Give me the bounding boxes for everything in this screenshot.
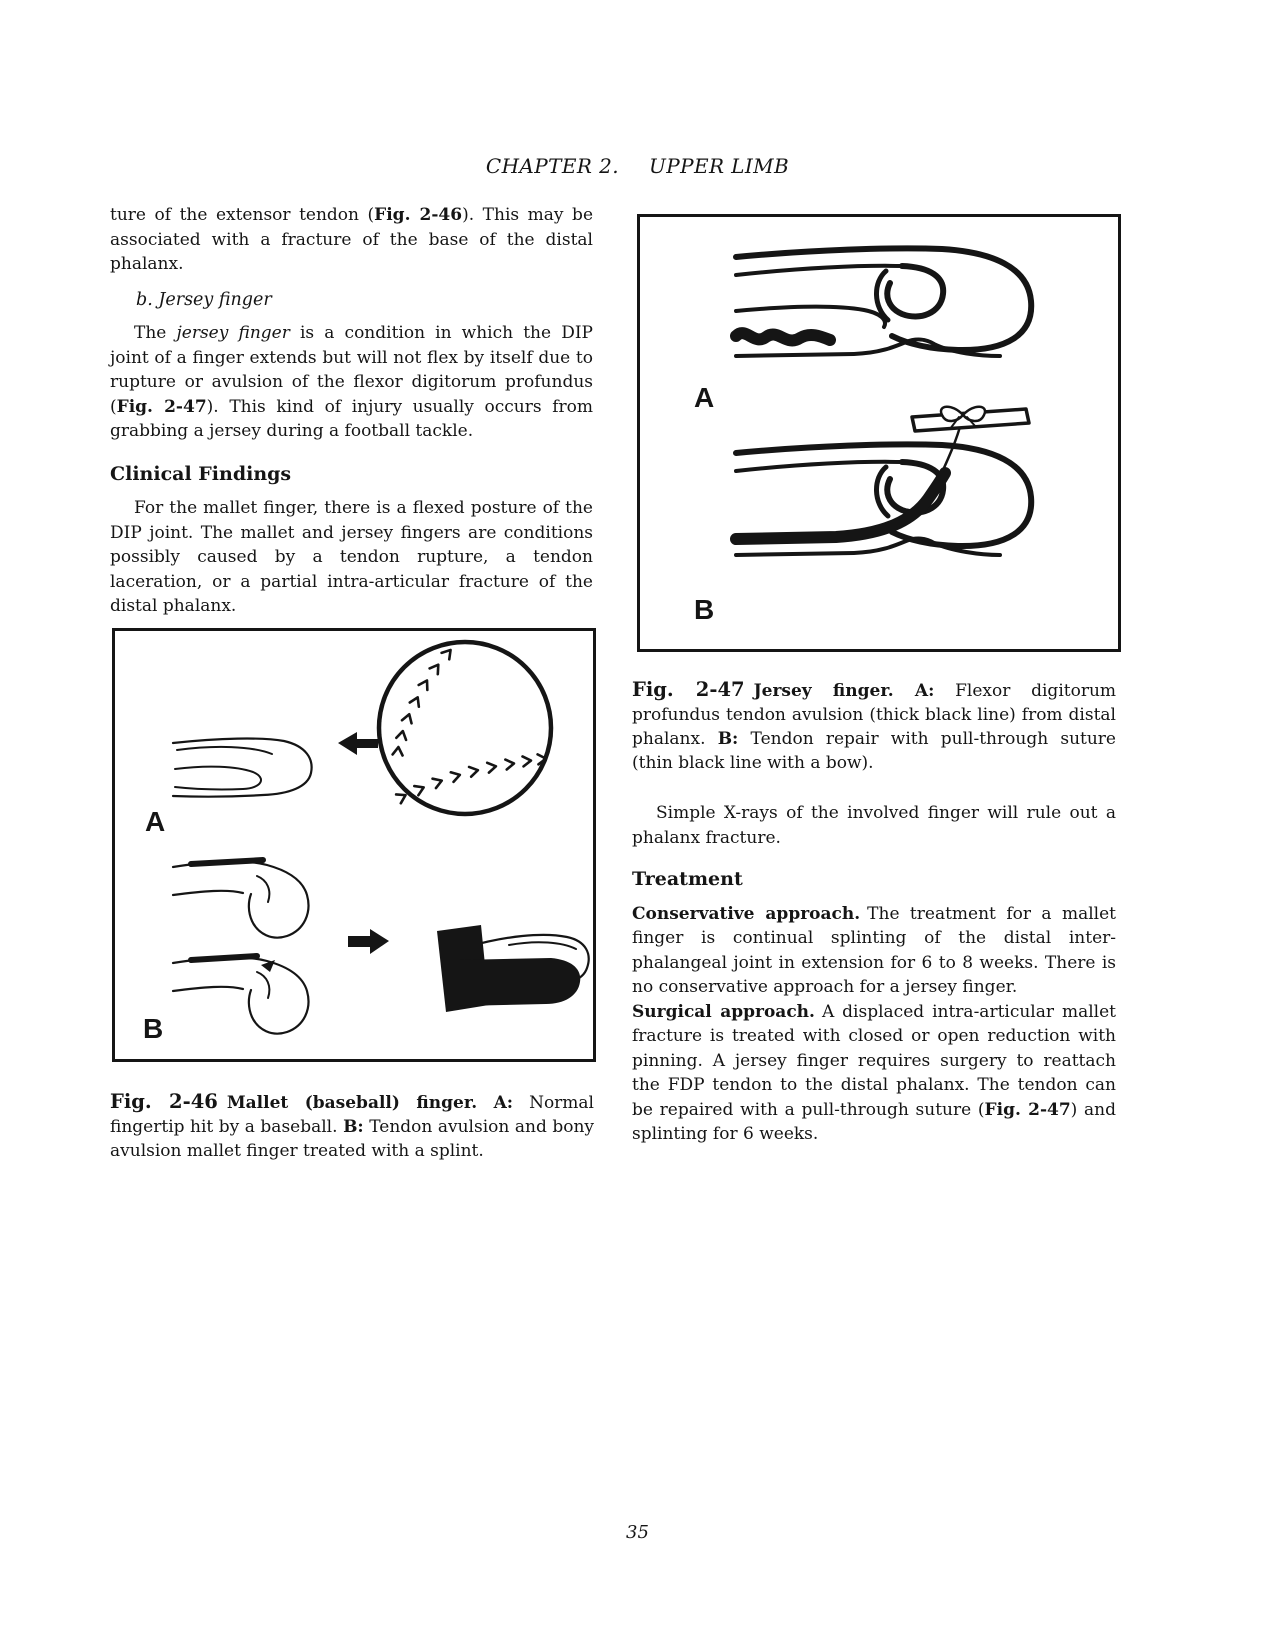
caption-text: Flexor digitorum profundus tendon avulsion (thick black line) from distal phalanx.: [632, 681, 1117, 749]
right-column: [632, 678, 1116, 1147]
caption-title: Jersey finger. A:: [753, 681, 935, 701]
body-text: The: [134, 323, 177, 343]
mallet-finger-drawing-1: [173, 860, 308, 938]
running-head: [0, 154, 1275, 178]
jersey-finger-repair-drawing: [736, 407, 1031, 555]
subheading-jersey-finger: b. Jersey finger: [136, 289, 272, 310]
term-jersey-finger: jersey finger: [176, 323, 290, 343]
figure-2-46-label-b: B: [143, 1013, 164, 1044]
approach-label: Conservative approach.: [632, 903, 861, 924]
mallet-finger-drawing-2: [173, 956, 308, 1034]
caption-text: Tendon repair with pull-through suture (thin black line with a bow).: [632, 729, 1116, 773]
figure-2-46-illustration: [115, 631, 593, 1059]
caption-part-label: B:: [343, 1117, 364, 1137]
figure-reference: Fig. 2-47: [116, 396, 207, 417]
body-text: is a condition in which the DIP joint of a finger extends but will not flex by itself due to rupture or avulsion of the flexor digitorum profundus (: [110, 323, 593, 417]
running-head-chapter: CHAPTER 2.: [485, 154, 619, 178]
normal-fingertip-drawing: [173, 739, 312, 797]
left-arrow-icon: [338, 732, 378, 755]
figure-2-46-label-a: A: [145, 806, 166, 837]
running-head-title: UPPER LIMB: [648, 154, 790, 178]
left-column: [110, 203, 593, 619]
figure-number: Fig. 2-47: [632, 678, 745, 701]
figure-2-47-caption: [632, 678, 1116, 775]
figure-2-46-caption: [110, 1090, 594, 1163]
body-text: The treatment for a mallet finger is continual splinting of the distal inter-phalangeal joint in extension for 6 to 8 weeks. There is no conservative approach for a jersey finger.: [632, 903, 1116, 997]
caption-text: Tendon avulsion and bony avulsion mallet finger treated with a splint.: [110, 1117, 595, 1161]
suture-button-bow-drawing: [912, 407, 1029, 431]
jersey-finger-avulsion-drawing: [736, 248, 1031, 356]
heading-treatment: Treatment: [632, 868, 743, 890]
paragraph-xray: Simple X-rays of the involved finger will rule out a phalanx fracture.: [632, 803, 1116, 848]
figure-2-47-label-a: A: [694, 382, 715, 413]
paragraph-conservative: [632, 902, 1116, 1000]
body-text: ). This may be associated with a fracture of the base of the distal phalanx.: [110, 205, 594, 274]
figure-2-46-box: [112, 628, 596, 1062]
baseball-drawing: [379, 642, 551, 814]
figure-2-47-label-b: B: [694, 594, 715, 625]
figure-reference: Fig. 2-46: [374, 205, 463, 225]
caption-title: Mallet (baseball) finger. A:: [226, 1093, 514, 1113]
paragraph-surgical: [632, 1000, 1116, 1147]
figure-number: Fig. 2-46: [110, 1090, 218, 1113]
figure-reference: Fig. 2-47: [984, 1099, 1071, 1120]
splinted-finger-drawing: [437, 925, 589, 1012]
page-number: 35: [626, 1522, 649, 1543]
figure-2-47-illustration: [640, 217, 1118, 649]
right-arrow-icon: [348, 929, 389, 954]
body-text: A displaced intra-articular mallet fracture is treated with closed or open reduction with pinning. A jersey finger requires surgery to reattach the FDP tendon to the distal phalanx. The tendon can be repaired with a pull-through suture (: [632, 1001, 1116, 1120]
paragraph-jersey: [110, 321, 593, 444]
paragraph-clinical: For the mallet finger, there is a flexed posture of the DIP joint. The mallet and jersey fingers are conditions possibly caused by a tendon rupture, a tendon laceration, or a partial intra-articular fracture of the distal phalanx.: [110, 498, 593, 616]
figure-2-47-box: [637, 214, 1121, 652]
caption-part-label: B:: [717, 729, 739, 749]
caption-text: Normal fingertip hit by a baseball.: [110, 1093, 594, 1137]
approach-label: Surgical approach.: [632, 1001, 815, 1022]
heading-clinical-findings: Clinical Findings: [110, 462, 292, 485]
body-text: ). This kind of injury usually occurs from grabbing a jersey during a football tackle.: [110, 396, 594, 441]
body-text: ) and splinting for 6 weeks.: [632, 1099, 1116, 1144]
body-text: ture of the extensor tendon (: [110, 205, 375, 225]
paragraph-continuation: [110, 203, 593, 277]
